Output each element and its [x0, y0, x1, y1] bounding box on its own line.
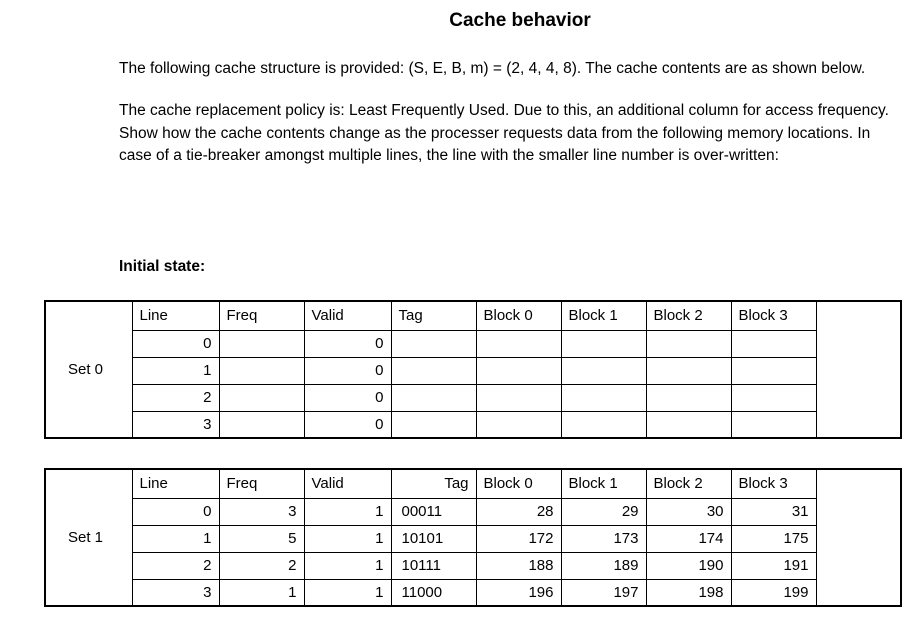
block0-cell[interactable] [476, 411, 561, 438]
block2-cell[interactable]: 30 [646, 498, 731, 525]
block1-cell[interactable] [561, 384, 646, 411]
block1-cell[interactable] [561, 411, 646, 438]
policy-description: The cache replacement policy is: Least Frequently Used. Due to this, an additional column for access frequency. Show how the cache contents change as the processer requests data from the following memory locations. In case of a tie-breaker amongst multiple lines, the line with the smaller line number is over-written: [119, 102, 889, 164]
block0-cell[interactable]: 172 [476, 525, 561, 552]
block0-cell[interactable] [476, 384, 561, 411]
block2-cell[interactable]: 198 [646, 579, 731, 606]
set-1-row-2 [45, 552, 901, 579]
freq-cell[interactable]: 3 [219, 498, 304, 525]
header-block3: Block 3 [731, 469, 816, 498]
freq-cell[interactable]: 5 [219, 525, 304, 552]
line-cell[interactable]: 2 [132, 384, 219, 411]
block1-cell[interactable] [561, 357, 646, 384]
header-block1: Block 1 [561, 469, 646, 498]
valid-cell[interactable]: 0 [304, 384, 391, 411]
valid-cell[interactable]: 1 [304, 579, 391, 606]
line-cell[interactable]: 3 [132, 579, 219, 606]
block2-cell[interactable] [646, 384, 731, 411]
header-valid: Valid [304, 301, 391, 330]
block0-cell[interactable]: 28 [476, 498, 561, 525]
block2-cell[interactable]: 190 [646, 552, 731, 579]
valid-cell[interactable]: 1 [304, 525, 391, 552]
set-0-row-2 [45, 384, 901, 411]
block3-cell[interactable] [731, 357, 816, 384]
tag-cell[interactable]: 00011 [391, 498, 476, 525]
structure-description: The following cache structure is provided: (S, E, B, m) = (2, 4, 4, 8). The cache contents are as shown below. [119, 60, 866, 77]
block3-cell[interactable] [731, 411, 816, 438]
set-0-row-3 [45, 411, 901, 438]
block2-cell[interactable] [646, 357, 731, 384]
line-cell[interactable]: 1 [132, 525, 219, 552]
freq-cell[interactable] [219, 384, 304, 411]
line-cell[interactable]: 3 [132, 411, 219, 438]
tag-cell[interactable] [391, 357, 476, 384]
set-0-label: Set 0 [45, 301, 132, 438]
line-cell[interactable]: 2 [132, 552, 219, 579]
line-cell[interactable]: 0 [132, 498, 219, 525]
header-block2: Block 2 [646, 301, 731, 330]
block3-cell[interactable] [731, 384, 816, 411]
header-line: Line [132, 469, 219, 498]
header-tag: Tag [391, 469, 476, 498]
header-block2: Block 2 [646, 469, 731, 498]
header-line: Line [132, 301, 219, 330]
block2-cell[interactable]: 174 [646, 525, 731, 552]
freq-cell[interactable]: 1 [219, 579, 304, 606]
block0-cell[interactable] [476, 330, 561, 357]
initial-state-label: Initial state: [119, 258, 206, 275]
valid-cell[interactable]: 0 [304, 330, 391, 357]
set-1-row-3 [45, 579, 901, 606]
freq-cell[interactable]: 2 [219, 552, 304, 579]
set-0-table [44, 300, 902, 439]
line-cell[interactable]: 1 [132, 357, 219, 384]
set-1-table [44, 468, 902, 607]
block0-cell[interactable]: 188 [476, 552, 561, 579]
block0-cell[interactable] [476, 357, 561, 384]
header-tag: Tag [391, 301, 476, 330]
block3-cell[interactable]: 175 [731, 525, 816, 552]
block3-cell[interactable]: 199 [731, 579, 816, 606]
header-freq: Freq [219, 469, 304, 498]
block3-cell[interactable]: 31 [731, 498, 816, 525]
set-1-row-1 [45, 525, 901, 552]
tag-cell[interactable]: 10111 [391, 552, 476, 579]
header-block3: Block 3 [731, 301, 816, 330]
freq-cell[interactable] [219, 330, 304, 357]
tag-cell[interactable] [391, 330, 476, 357]
block0-cell[interactable]: 196 [476, 579, 561, 606]
block1-cell[interactable] [561, 330, 646, 357]
freq-cell[interactable] [219, 357, 304, 384]
freq-cell[interactable] [219, 411, 304, 438]
set-1-row-0 [45, 498, 901, 525]
set-1-label: Set 1 [45, 469, 132, 606]
header-block1: Block 1 [561, 301, 646, 330]
block1-cell[interactable]: 197 [561, 579, 646, 606]
header-valid: Valid [304, 469, 391, 498]
block2-cell[interactable] [646, 411, 731, 438]
valid-cell[interactable]: 0 [304, 411, 391, 438]
header-freq: Freq [219, 301, 304, 330]
header-block0: Block 0 [476, 469, 561, 498]
block1-cell[interactable]: 29 [561, 498, 646, 525]
block1-cell[interactable]: 189 [561, 552, 646, 579]
valid-cell[interactable]: 1 [304, 498, 391, 525]
line-cell[interactable]: 0 [132, 330, 219, 357]
header-block0: Block 0 [476, 301, 561, 330]
tag-cell[interactable]: 11000 [391, 579, 476, 606]
block1-cell[interactable]: 173 [561, 525, 646, 552]
tag-cell[interactable]: 10101 [391, 525, 476, 552]
block2-cell[interactable] [646, 330, 731, 357]
valid-cell[interactable]: 1 [304, 552, 391, 579]
block3-cell[interactable] [731, 330, 816, 357]
page-title: Cache behavior [449, 10, 591, 31]
set-0-row-0 [45, 330, 901, 357]
tag-cell[interactable] [391, 411, 476, 438]
tag-cell[interactable] [391, 384, 476, 411]
set-0-row-1 [45, 357, 901, 384]
block3-cell[interactable]: 191 [731, 552, 816, 579]
valid-cell[interactable]: 0 [304, 357, 391, 384]
